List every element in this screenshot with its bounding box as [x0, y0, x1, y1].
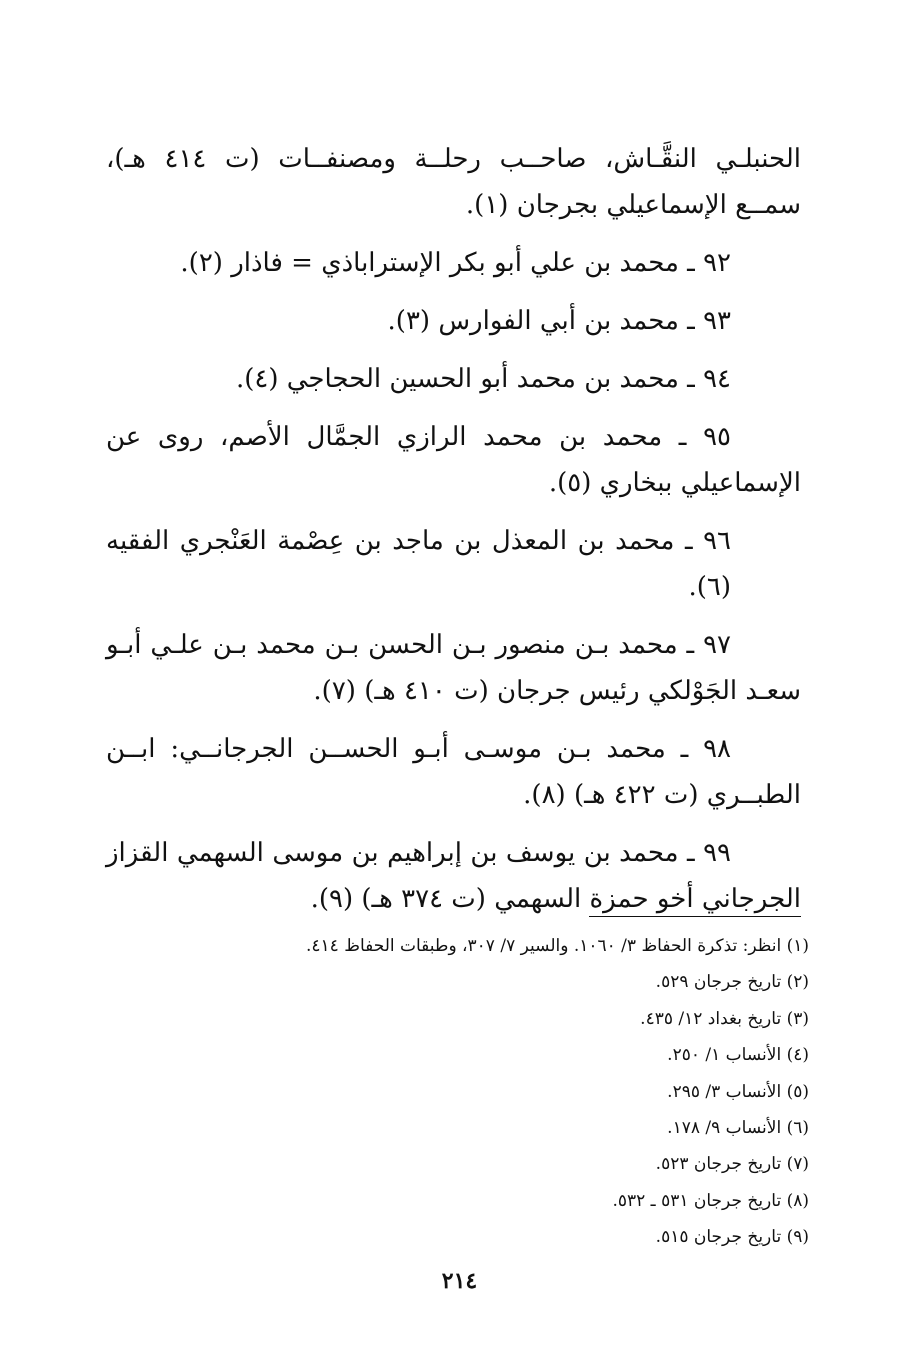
entry-99: ٩٩ ـ محمد بن يوسف بن إبراهيم بن موسى السهمي القزاز الجرجاني أخو حمزة السهمي (ت ٣٧٤ هـ) (٩). [106, 838, 801, 914]
footnote-8: (٨) تاريخ جرجان ٥٣١ ـ ٥٣٢. [612, 1190, 809, 1211]
biographical-entries [106, 136, 801, 934]
entry-continuation: الحنبلـي النقَّـاش، صاحــب رحلــة ومصنفــات (ت ٤١٤ هـ)، سمــع الإسماعيلي بجرجان (١). [106, 144, 801, 220]
footnotes [109, 928, 809, 1256]
footnote-7: (٧) تاريخ جرجان ٥٢٣. [655, 1154, 809, 1175]
page-number: ٢١٤ [441, 1268, 478, 1294]
footnote-2: (٢) تاريخ جرجان ٥٢٩. [655, 972, 809, 993]
entry-98: ٩٨ ـ محمد بـن موسـى أبـو الحســن الجرجانــي: ابــن الطبــري (ت ٤٢٢ هـ) (٨). [106, 734, 801, 810]
entry-92: ٩٢ ـ محمد بن علي أبو بكر الإستراباذي = فاذار (٢). [180, 248, 731, 278]
footnote-3: (٣) تاريخ بغداد ١٢/ ٤٣٥. [640, 1008, 809, 1029]
entry-95: ٩٥ ـ محمد بن محمد الرازي الجمَّال الأصم، روى عن الإسماعيلي ببخاري (٥). [106, 422, 801, 498]
footnote-5: (٥) الأنساب ٣/ ٢٩٥. [667, 1081, 809, 1102]
entry-93: ٩٣ ـ محمد بن أبي الفوارس (٣). [387, 306, 731, 336]
entry-96: ٩٦ ـ محمد بن المعذل بن ماجد بن عِصْمة العَنْجري الفقيه (٦). [106, 526, 731, 602]
footnote-1: (١) انظر: تذكرة الحفاظ ٣/ ١٠٦٠. والسير ٧/ ٣٠٧، وطبقات الحفاظ ٤١٤. [306, 936, 809, 956]
footnote-9: (٩) تاريخ جرجان ٥١٥. [655, 1227, 809, 1248]
footnote-6: (٦) الأنساب ٩/ ١٧٨. [667, 1118, 809, 1139]
entry-97: ٩٧ ـ محمد بـن منصور بـن الحسن بـن محمد بـن علـي أبـو سعـد الجَوْلكي رئيس جرجان (ت ٤١٠ هـ) (٧). [106, 630, 801, 706]
footnote-separator [589, 916, 801, 917]
footnote-4: (٤) الأنساب ١/ ٢٥٠. [667, 1045, 809, 1066]
entry-94: ٩٤ ـ محمد بن محمد أبو الحسين الحجاجي (٤). [235, 364, 731, 394]
